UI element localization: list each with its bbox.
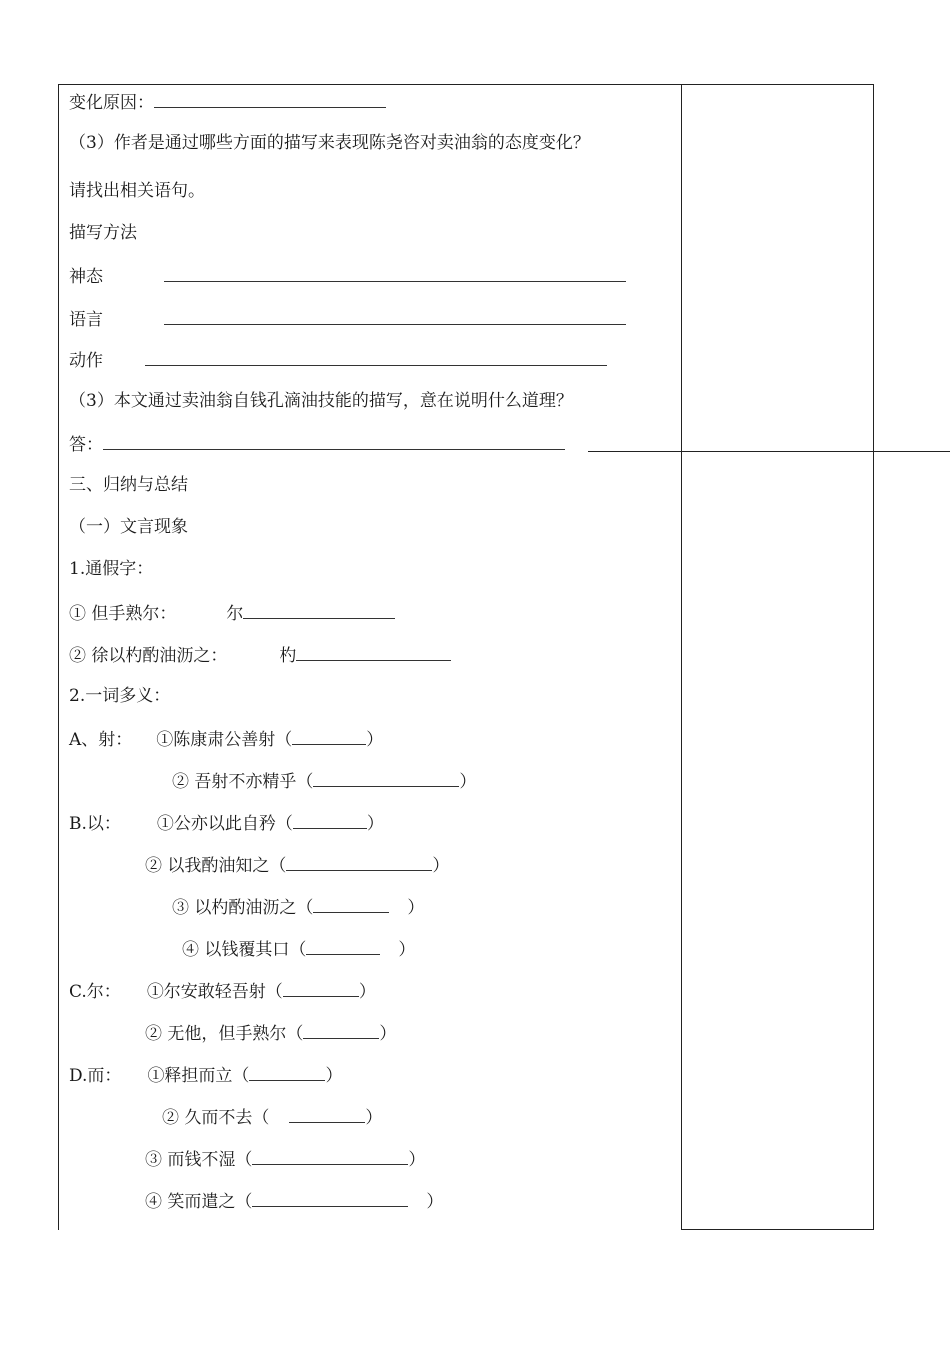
duoyi-B3-blank[interactable] <box>313 895 389 913</box>
duoyi-A2-blank[interactable] <box>313 769 459 787</box>
tongjia-item-2-char: 杓 <box>279 646 297 666</box>
duoyi-D3-text: ③ 而钱不湿（ <box>145 1150 253 1170</box>
duoyi-D3 <box>145 1147 425 1171</box>
tongjia-item-2-blank[interactable] <box>296 643 451 661</box>
duoyi-C2-text: ② 无他，但手熟尔（ <box>145 1024 304 1044</box>
duoyi-B1 <box>69 811 384 835</box>
duoyi-C1-text: ①尔安敢轻吾射（ <box>146 982 283 1002</box>
speech-line <box>69 307 626 331</box>
duoyi-A1-text: ①陈康肃公善射（ <box>156 730 293 750</box>
question-3a: （3）作者是通过哪些方面的描写来表现陈尧咨对卖油翁的态度变化？ <box>69 133 590 153</box>
duoyi-D4-blank[interactable] <box>252 1189 408 1207</box>
close-paren: ） <box>365 1108 383 1128</box>
answer-label: 答： <box>69 435 103 455</box>
duoyi-title: 2.一词多义： <box>69 686 171 706</box>
right-column-bottom-border <box>681 1229 874 1230</box>
duoyi-D2 <box>162 1105 382 1129</box>
duoyi-C2-blank[interactable] <box>303 1021 379 1039</box>
close-paren: ） <box>426 1192 444 1212</box>
duoyi-B2-blank[interactable] <box>286 853 432 871</box>
duoyi-D2-text: ② 久而不去（ <box>162 1108 270 1128</box>
tongjia-item-2 <box>69 643 451 667</box>
action-label: 动作 <box>69 351 103 371</box>
duoyi-B4-text: ④ 以钱覆其口（ <box>182 940 307 960</box>
duoyi-C2 <box>145 1021 396 1045</box>
table-right-border <box>873 84 874 1230</box>
action-line <box>69 348 607 372</box>
duoyi-A1 <box>69 727 383 751</box>
close-paren: ） <box>432 856 450 876</box>
table-top-border <box>58 84 874 85</box>
duoyi-B-label: B.以： <box>69 814 121 834</box>
close-paren: ） <box>379 1024 397 1044</box>
close-paren: ） <box>407 898 425 918</box>
subsection-1-heading: （一）文言现象 <box>69 517 188 537</box>
close-paren: ） <box>459 772 477 792</box>
answer-blank[interactable] <box>103 432 565 450</box>
duoyi-A-label: A、射： <box>69 730 133 750</box>
change-reason-blank[interactable] <box>154 90 386 108</box>
duoyi-A2-text: ② 吾射不亦精乎（ <box>172 772 314 792</box>
section-3-heading: 三、归纳与总结 <box>69 475 188 495</box>
table-column-divider <box>681 84 682 1230</box>
speech-label: 语言 <box>69 310 103 330</box>
expression-line <box>69 264 626 288</box>
description-methods-title: 描写方法 <box>69 223 137 243</box>
duoyi-A1-blank[interactable] <box>292 727 366 745</box>
duoyi-B4-blank[interactable] <box>306 937 380 955</box>
duoyi-B3-text: ③ 以杓酌油沥之（ <box>172 898 314 918</box>
table-divider-line <box>588 451 950 452</box>
speech-blank[interactable] <box>164 307 626 325</box>
duoyi-A2 <box>172 769 476 793</box>
answer-line <box>69 432 565 456</box>
duoyi-B2-text: ② 以我酌油知之（ <box>145 856 287 876</box>
tongjia-title: 1.通假字： <box>69 559 154 579</box>
duoyi-D1 <box>69 1063 342 1087</box>
close-paren: ） <box>398 940 416 960</box>
question-3b: （3）本文通过卖油翁自钱孔滴油技能的描写，意在说明什么道理？ <box>69 391 573 411</box>
tongjia-item-1-char: 尔 <box>226 604 244 624</box>
tongjia-item-1-blank[interactable] <box>243 601 395 619</box>
expression-label: 神态 <box>69 267 103 287</box>
close-paren: ） <box>325 1066 343 1086</box>
duoyi-B3 <box>172 895 424 919</box>
action-blank[interactable] <box>145 348 607 366</box>
tongjia-item-1 <box>69 601 395 625</box>
change-reason-label: 变化原因： <box>69 93 154 113</box>
duoyi-C1 <box>69 979 376 1003</box>
table-left-border <box>58 84 59 1230</box>
duoyi-B2 <box>145 853 449 877</box>
close-paren: ） <box>358 982 376 1002</box>
duoyi-C-label: C.尔： <box>69 982 121 1002</box>
duoyi-B4 <box>182 937 415 961</box>
close-paren: ） <box>366 814 384 834</box>
change-reason-line <box>69 90 386 114</box>
duoyi-D4-text: ④ 笑而遣之（ <box>145 1192 253 1212</box>
duoyi-D-label: D.而： <box>69 1066 122 1086</box>
expression-blank[interactable] <box>164 264 626 282</box>
duoyi-D3-blank[interactable] <box>252 1147 408 1165</box>
close-paren: ） <box>408 1150 426 1170</box>
tongjia-item-2-text: ② 徐以杓酌油沥之： <box>69 646 228 666</box>
duoyi-D1-text: ①释担而立（ <box>147 1066 250 1086</box>
duoyi-D1-blank[interactable] <box>249 1063 325 1081</box>
duoyi-D2-blank[interactable] <box>289 1105 365 1123</box>
duoyi-C1-blank[interactable] <box>283 979 359 997</box>
close-paren: ） <box>366 730 384 750</box>
tongjia-item-1-text: ① 但手熟尔： <box>69 604 177 624</box>
duoyi-B1-text: ①公亦以此自矜（ <box>156 814 293 834</box>
question-3a-continued: 请找出相关语句。 <box>69 181 205 201</box>
duoyi-D4 <box>145 1189 443 1213</box>
duoyi-B1-blank[interactable] <box>293 811 367 829</box>
